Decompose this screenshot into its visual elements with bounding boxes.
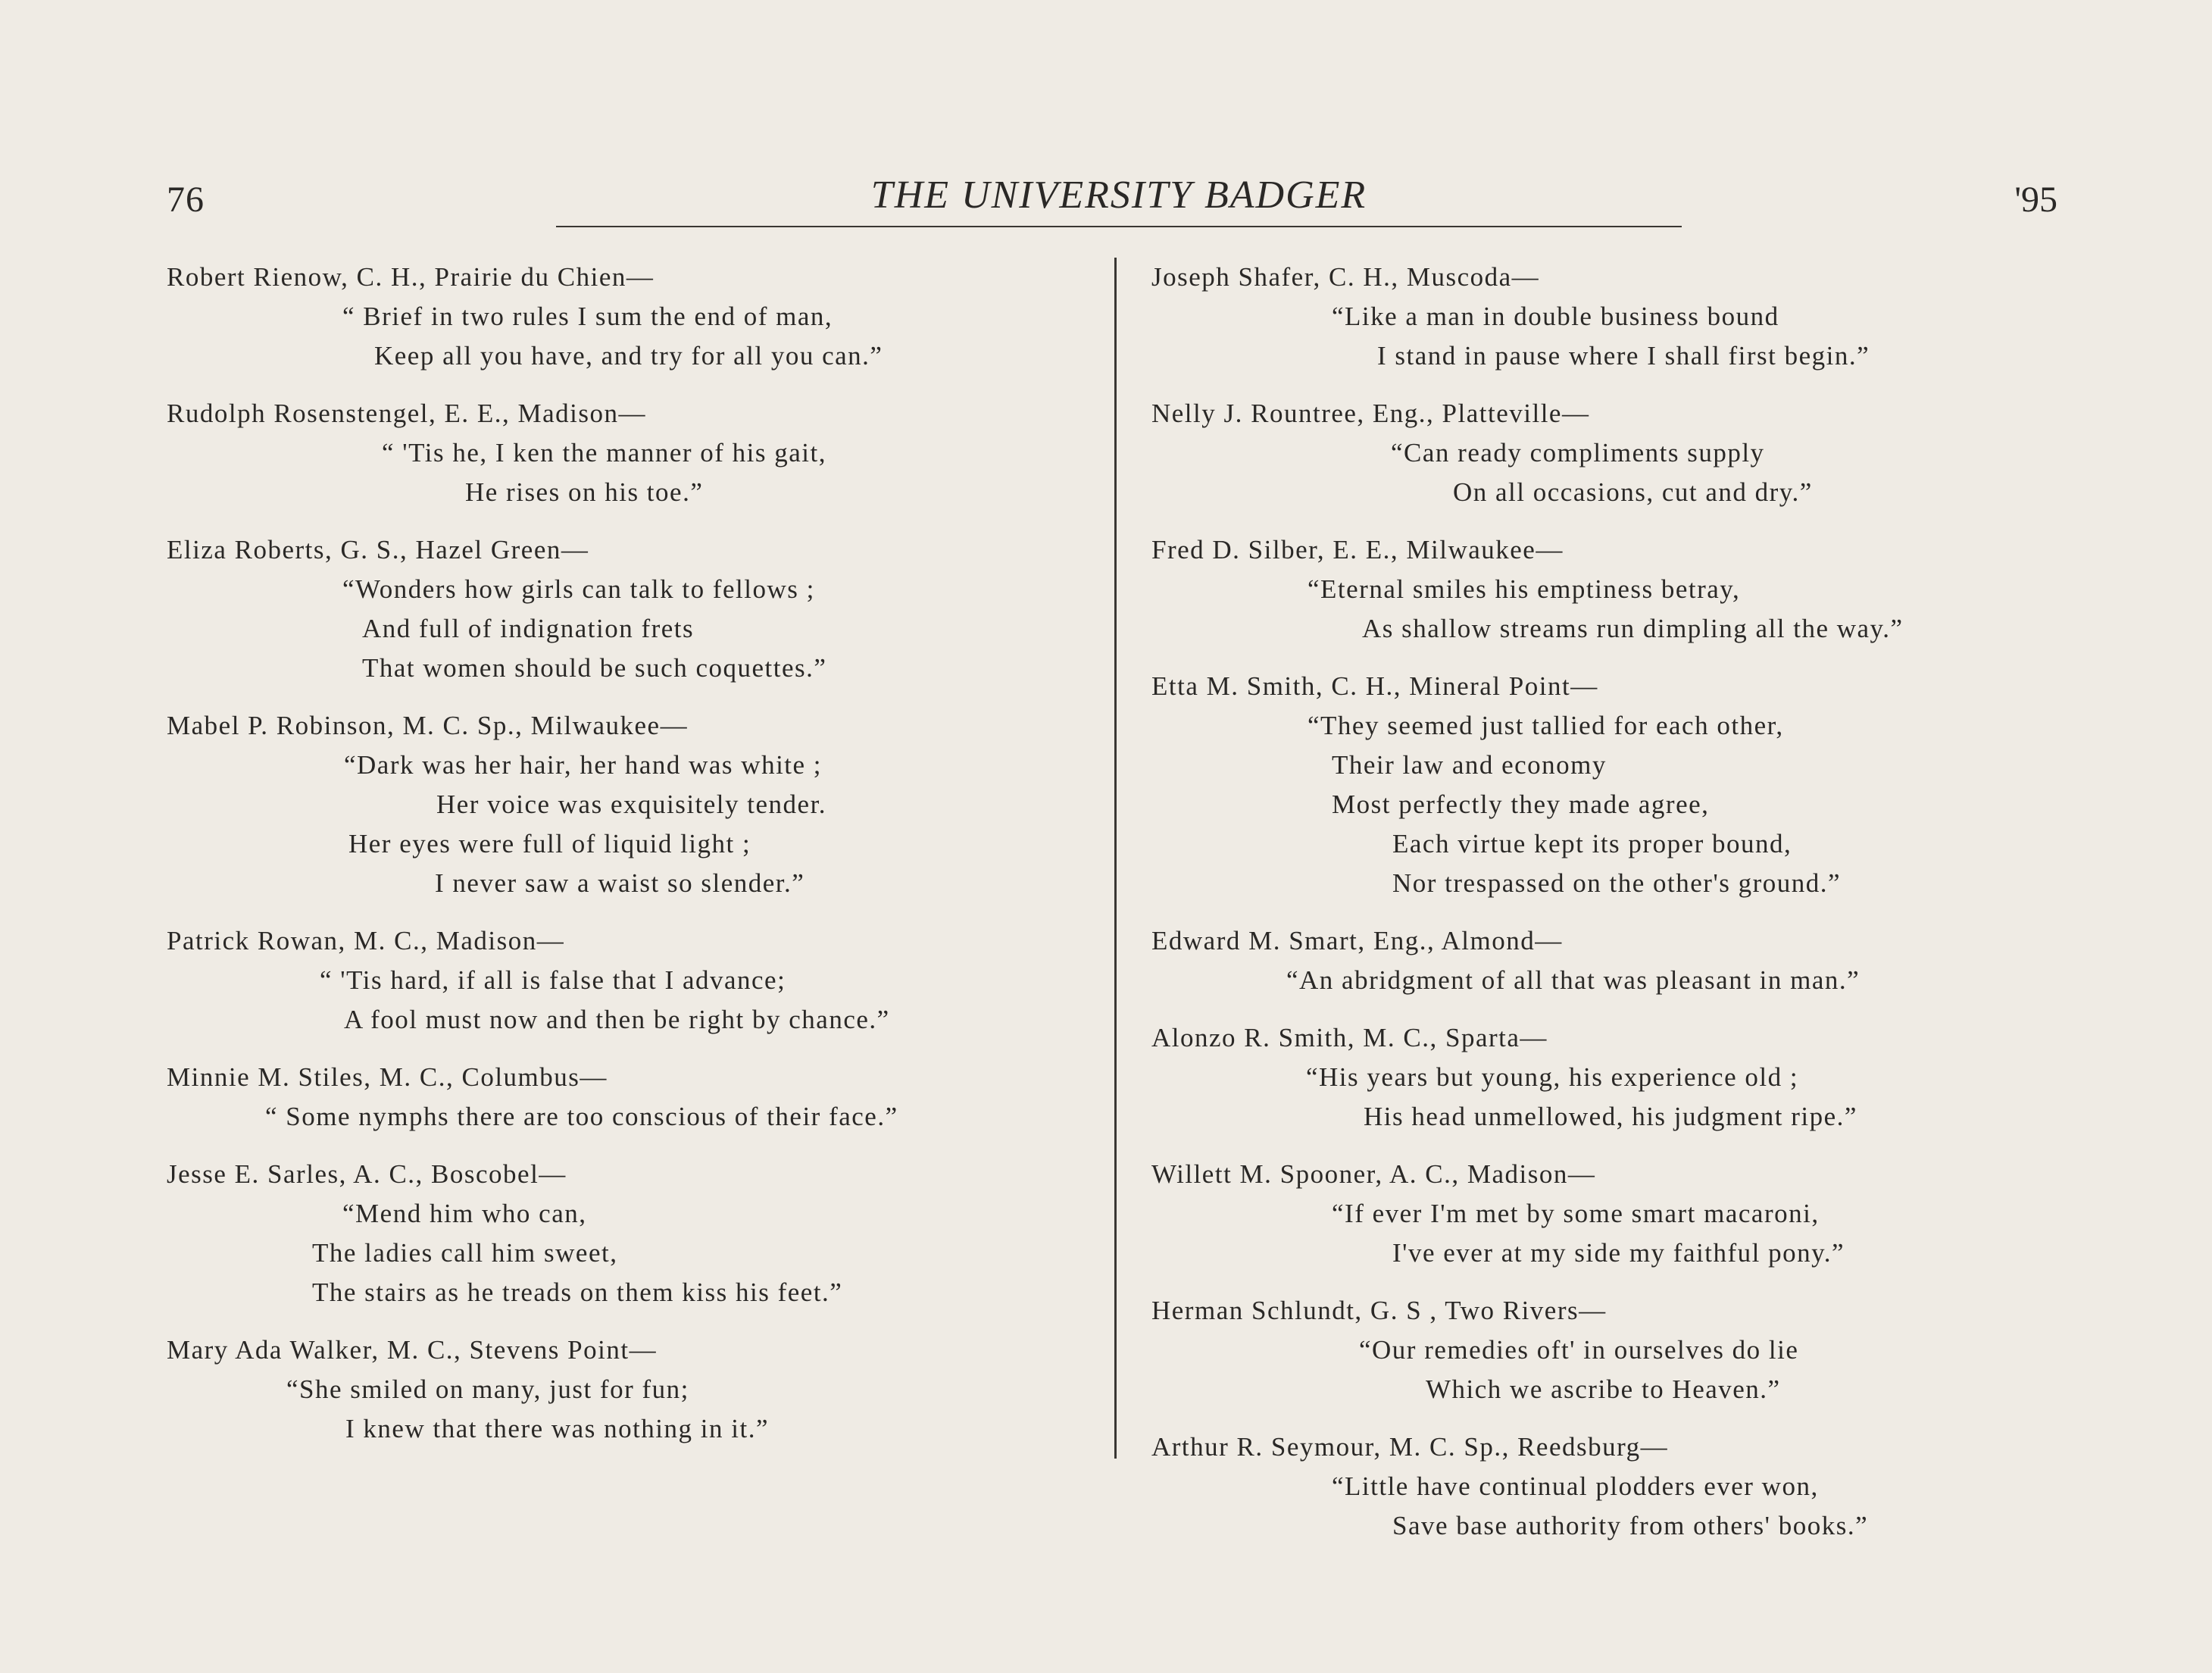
quote-line: “ Some nymphs there are too conscious of their face.” (265, 1102, 898, 1131)
page-number: 76 (167, 180, 205, 220)
quote-line: Keep all you have, and try for all you can.” (374, 341, 883, 371)
entry-alonzo-smith (1151, 1018, 2060, 1137)
quote-line: “Eternal smiles his emptiness betray, (1308, 574, 1741, 604)
right-column (1151, 258, 2060, 1564)
entry-rienow (167, 258, 1091, 376)
left-column (167, 258, 1091, 1467)
quote-line: Her eyes were full of liquid light ; (348, 829, 751, 858)
entry-head: Herman Schlundt, G. S , Two Rivers— (1151, 1296, 1607, 1325)
quote-line: Their law and economy (1332, 750, 1607, 780)
quote-line: “She smiled on many, just for fun; (286, 1374, 689, 1404)
quote-line: Each virtue kept its proper bound, (1392, 829, 1792, 858)
quote-line: A fool must now and then be right by chance.” (344, 1005, 890, 1034)
entry-head: Nelly J. Rountree, Eng., Platteville— (1151, 399, 1590, 428)
entry-head: Joseph Shafer, C. H., Muscoda— (1151, 262, 1540, 292)
entry-head: Fred D. Silber, E. E., Milwaukee— (1151, 535, 1564, 564)
quote-line: He rises on his toe.” (465, 477, 704, 507)
column-divider (1114, 258, 1117, 1459)
quote-line: “ Brief in two rules I sum the end of man, (342, 302, 833, 331)
quote-line: Most perfectly they made agree, (1332, 790, 1710, 819)
quote-line: “Our remedies oft' in ourselves do lie (1359, 1335, 1799, 1365)
quote-line: Which we ascribe to Heaven.” (1426, 1374, 1781, 1404)
quote-line: The ladies call him sweet, (312, 1238, 618, 1268)
quote-line: “His years but young, his experience old ; (1306, 1062, 1799, 1092)
entry-silber (1151, 530, 2060, 649)
quote-line: “ 'Tis hard, if all is false that I advance; (320, 965, 786, 995)
entry-head: Arthur R. Seymour, M. C. Sp., Reedsburg— (1151, 1432, 1669, 1462)
quote-line: “They seemed just tallied for each other, (1308, 711, 1784, 740)
quote-line: I never saw a waist so slender.” (435, 868, 805, 898)
quote-line: “Dark was her hair, her hand was white ; (344, 750, 823, 780)
entry-head: Alonzo R. Smith, M. C., Sparta— (1151, 1023, 1548, 1052)
entry-robinson (167, 706, 1091, 903)
quote-line: “An abridgment of all that was pleasant in man.” (1286, 965, 1861, 995)
entry-smart (1151, 921, 2060, 1000)
quote-line: On all occasions, cut and dry.” (1453, 477, 1813, 507)
running-title: THE UNIVERSITY BADGER (870, 174, 1367, 217)
entry-spooner (1151, 1155, 2060, 1273)
entry-head: Jesse E. Sarles, A. C., Boscobel— (167, 1159, 567, 1189)
quote-line: “Wonders how girls can talk to fellows ; (342, 574, 815, 604)
quote-line: I've ever at my side my faithful pony.” (1392, 1238, 1845, 1268)
quote-line: That women should be such coquettes.” (362, 653, 827, 683)
quote-line: “ 'Tis he, I ken the manner of his gait, (382, 438, 826, 468)
quote-line: The stairs as he treads on them kiss his feet.” (312, 1277, 843, 1307)
entry-head: Mary Ada Walker, M. C., Stevens Point— (167, 1335, 658, 1365)
entry-head: Rudolph Rosenstengel, E. E., Madison— (167, 399, 646, 428)
entry-etta-smith (1151, 667, 2060, 903)
quote-line: “Little have continual plodders ever won, (1332, 1471, 1819, 1501)
entry-rosenstengel (167, 394, 1091, 512)
quote-line: “Mend him who can, (342, 1199, 587, 1228)
quote-line: I stand in pause where I shall first begin.” (1377, 341, 1870, 371)
entry-stiles (167, 1058, 1091, 1137)
quote-line: And full of indignation frets (362, 614, 695, 643)
year-mark: '95 (2014, 180, 2057, 220)
quote-line: Save base authority from others' books.” (1392, 1511, 1869, 1540)
entry-head: Robert Rienow, C. H., Prairie du Chien— (167, 262, 655, 292)
entry-seymour (1151, 1428, 2060, 1546)
quote-line: “Like a man in double business bound (1332, 302, 1779, 331)
entry-walker (167, 1331, 1091, 1449)
entry-sarles (167, 1155, 1091, 1312)
header-rule (556, 226, 1682, 227)
quote-line: Nor trespassed on the other's ground.” (1392, 868, 1842, 898)
quote-line: I knew that there was nothing in it.” (345, 1414, 769, 1443)
entry-roberts (167, 530, 1091, 688)
entry-head: Eliza Roberts, G. S., Hazel Green— (167, 535, 589, 564)
quote-line: “Can ready compliments supply (1391, 438, 1765, 468)
entry-head: Willett M. Spooner, A. C., Madison— (1151, 1159, 1596, 1189)
quote-line: Her voice was exquisitely tender. (436, 790, 827, 819)
entry-head: Minnie M. Stiles, M. C., Columbus— (167, 1062, 608, 1092)
quote-line: His head unmellowed, his judgment ripe.” (1364, 1102, 1857, 1131)
entry-head: Patrick Rowan, M. C., Madison— (167, 926, 565, 955)
entry-shafer (1151, 258, 2060, 376)
entry-head: Mabel P. Robinson, M. C. Sp., Milwaukee— (167, 711, 689, 740)
page-header (0, 173, 2212, 233)
quote-line: “If ever I'm met by some smart macaroni, (1332, 1199, 1820, 1228)
quote-line: As shallow streams run dimpling all the way.” (1362, 614, 1904, 643)
entry-schlundt (1151, 1291, 2060, 1409)
entry-rountree (1151, 394, 2060, 512)
entry-head: Edward M. Smart, Eng., Almond— (1151, 926, 1563, 955)
entry-head: Etta M. Smith, C. H., Mineral Point— (1151, 671, 1598, 701)
entry-rowan (167, 921, 1091, 1040)
